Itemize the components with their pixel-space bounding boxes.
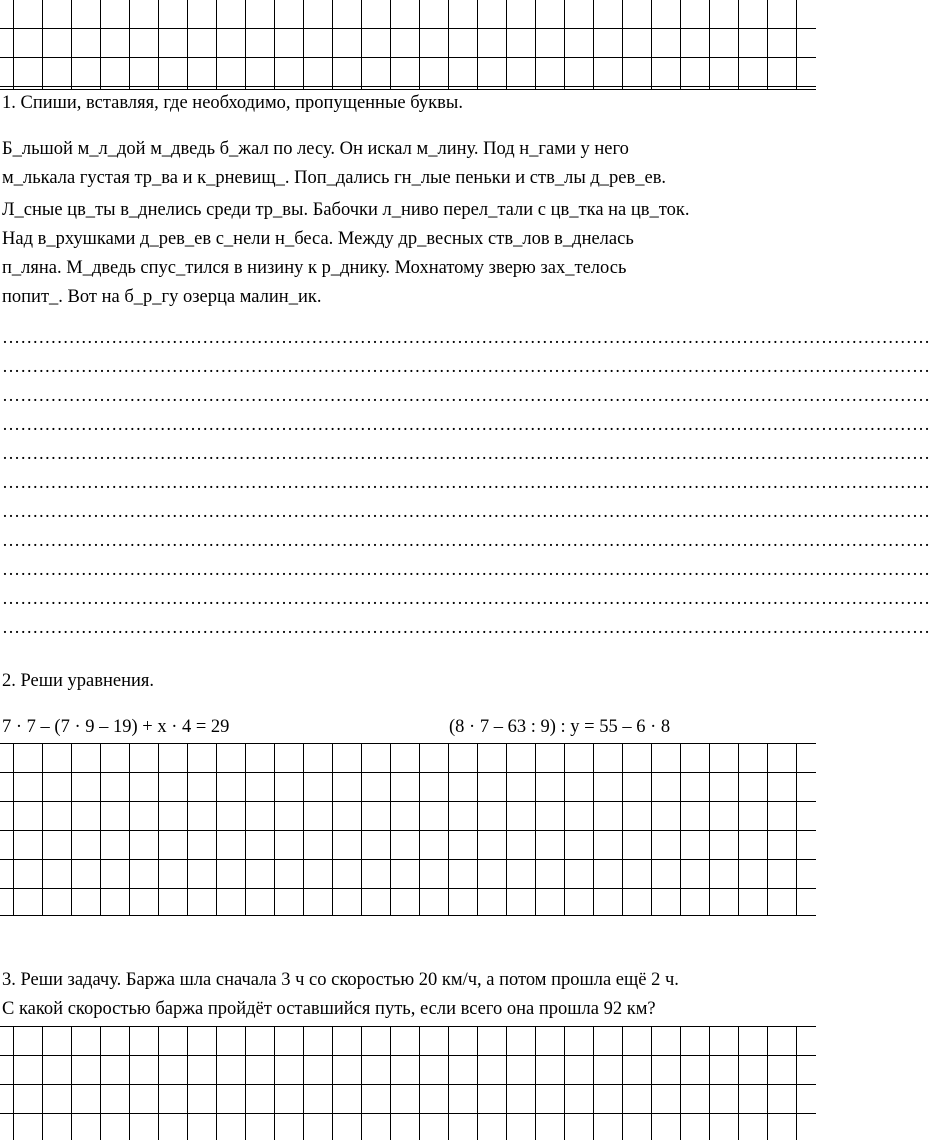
answer-line[interactable]: ………………………………………………………………………………………………………………………………………	[2, 617, 930, 637]
task3-problem-line2: С какой скоростью баржа пройдёт оставшийся путь, если всего она прошла 92 км?	[2, 999, 656, 1019]
answer-line[interactable]: ………………………………………………………………………………………………………………………………………	[2, 414, 930, 434]
paragraph-line: Над в_рхушками д_рев_ев с_нели н_беса. Между др_весных ств_лов в_днелась	[2, 229, 634, 249]
paragraph-line: попит_. Вот на б_р_гу озерца малин_ик.	[2, 287, 322, 307]
paragraph-line: Б_льшой м_л_дой м_дведь б_жал по лесу. Он искал м_лину. Под н_гами у него	[2, 139, 629, 159]
answer-line[interactable]: ………………………………………………………………………………………………………………………………………	[2, 501, 930, 521]
task1-heading: 1. Спиши, вставляя, где необходимо, пропущенные буквы.	[2, 93, 463, 113]
answer-line[interactable]: ………………………………………………………………………………………………………………………………………	[2, 472, 930, 492]
paragraph-line: п_ляна. М_дведь спус_тился в низину к р_днику. Мохнатому зверю зах_телось	[2, 258, 627, 278]
answer-line[interactable]: ………………………………………………………………………………………………………………………………………	[2, 327, 930, 347]
equation-1: 7 · 7 – (7 · 9 – 19) + х · 4 = 29	[2, 717, 230, 737]
equation-2: (8 · 7 – 63 : 9) : у = 55 – 6 · 8	[449, 717, 671, 737]
task3-problem-line1: 3. Реши задачу. Баржа шла сначала 3 ч со скоростью 20 км/ч, а потом прошла ещё 2 ч.	[2, 970, 679, 990]
paragraph-line: Л_сные цв_ты в_днелись среди тр_вы. Бабочки л_ниво перел_тали с цв_тка на цв_ток.	[2, 200, 690, 220]
answer-line[interactable]: ………………………………………………………………………………………………………………………………………	[2, 443, 930, 463]
problem-work-grid[interactable]	[0, 1026, 816, 1140]
task2-heading: 2. Реши уравнения.	[2, 671, 155, 691]
paragraph-line: м_лькала густая тр_ва и к_рневищ_. Поп_дались гн_лые пеньки и ств_лы д_рев_ев.	[2, 168, 667, 188]
answer-line[interactable]: ………………………………………………………………………………………………………………………………………	[2, 356, 930, 376]
top-grid-area	[0, 0, 816, 90]
equation-work-grid[interactable]	[0, 743, 816, 916]
answer-line[interactable]: ………………………………………………………………………………………………………………………………………	[2, 588, 930, 608]
answer-line[interactable]: ………………………………………………………………………………………………………………………………………	[2, 385, 930, 405]
answer-line[interactable]: ………………………………………………………………………………………………………………………………………	[2, 530, 930, 550]
answer-line[interactable]: ………………………………………………………………………………………………………………………………………	[2, 559, 930, 579]
